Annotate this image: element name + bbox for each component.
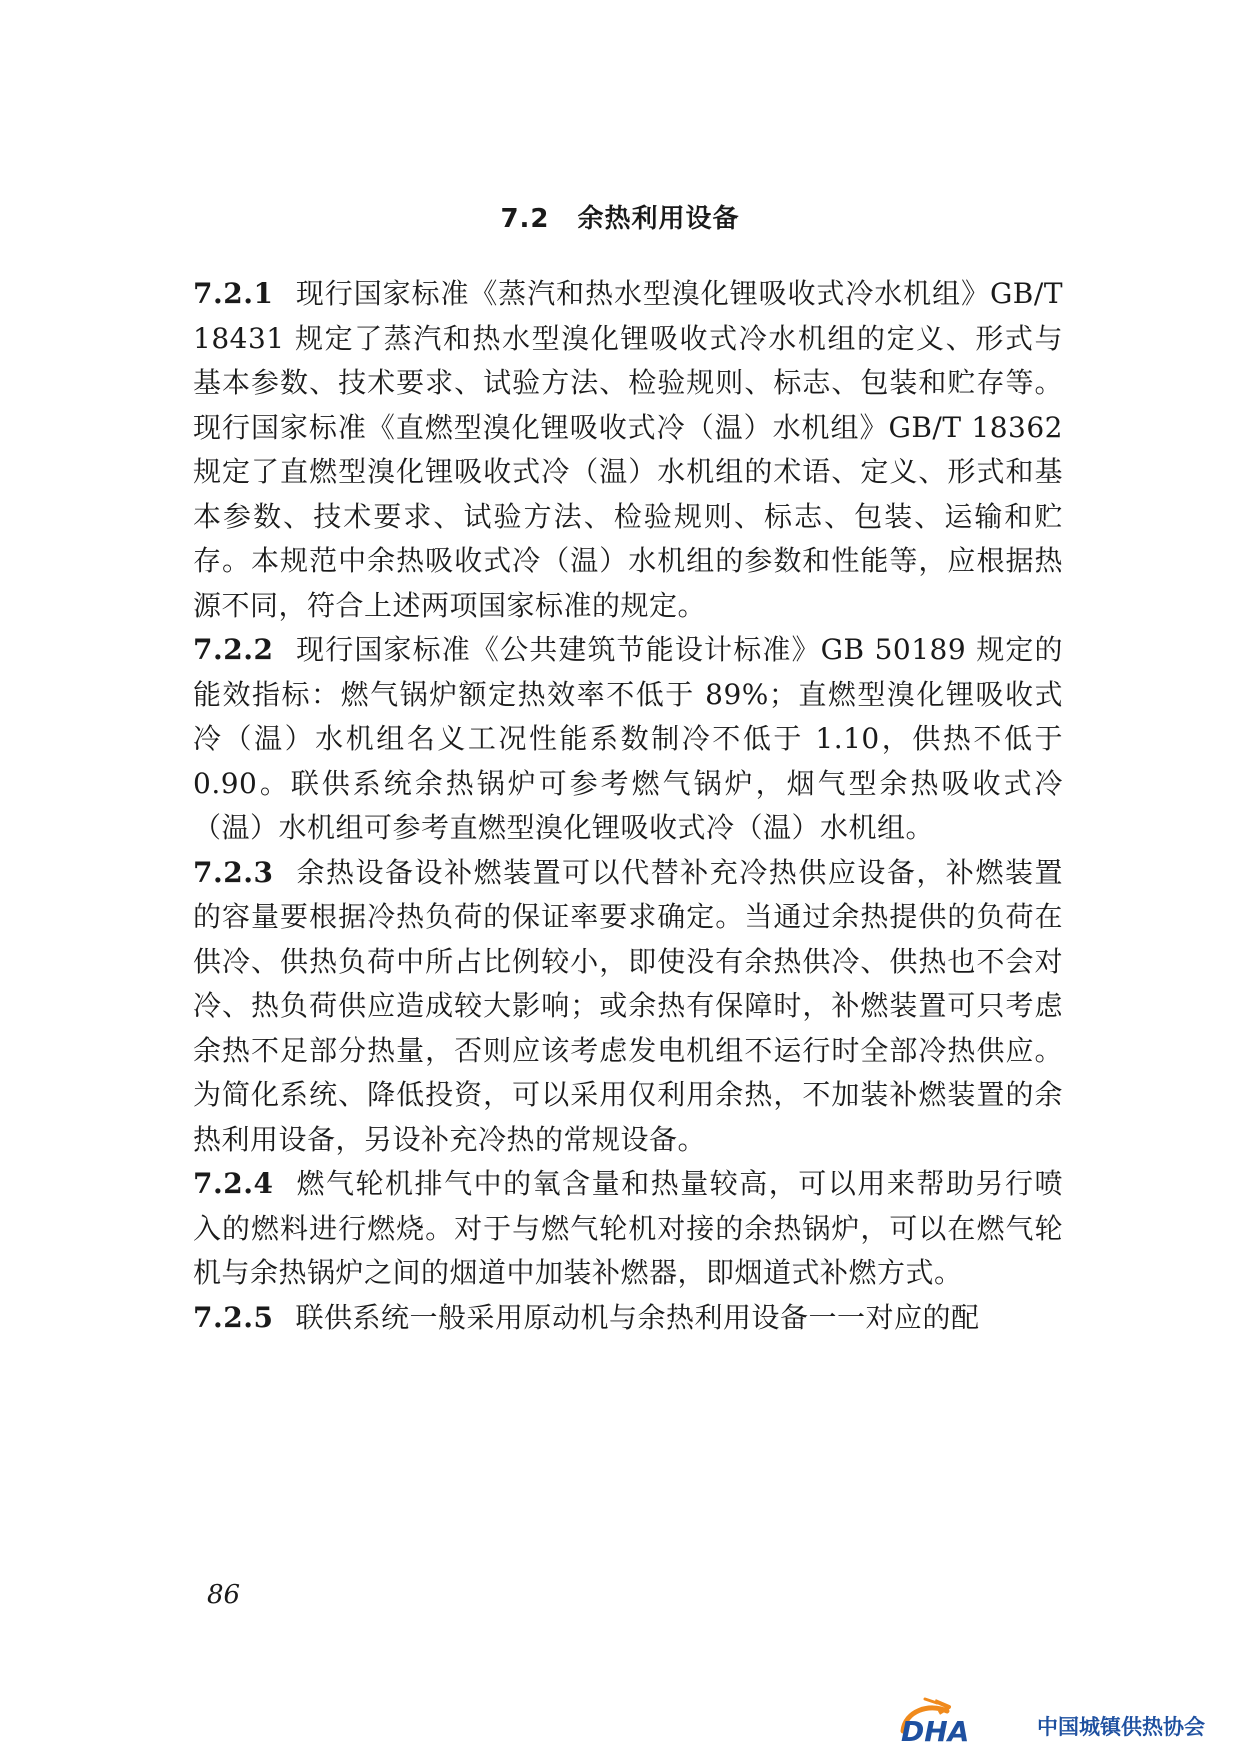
logo-mark: DHA xyxy=(901,1715,970,1745)
clause-number: 7.2.5 xyxy=(193,1300,274,1334)
dha-logo-icon xyxy=(895,1697,1035,1745)
section-number: 7.2 xyxy=(500,204,550,234)
clause-7-2-2 xyxy=(193,628,1063,851)
clause-number: 7.2.2 xyxy=(193,633,274,666)
clause-number: 7.2.3 xyxy=(193,855,274,889)
clause-7-2-1 xyxy=(193,272,1063,628)
clause-number: 7.2.1 xyxy=(193,277,274,310)
clause-number: 7.2.4 xyxy=(193,1167,274,1200)
clause-text: 余热设备设补燃装置可以代替补充冷热供应设备，补燃装置的容量要根据冷热负荷的保证率要求确定。当通过余热提供的负荷在供冷、供热负荷中所占比例较小，即使没有余热供冷、供热也不会对冷、热负荷供应造成较大影响；或余热有保障时，补燃装置可只考虑余热不足部分热量，否则应该考虑发电机组不运行时全部冷热供应。为简化系统、降低投资，可以采用仅利用余热，不加装补燃装置的余热利用设备，另设补充冷热的常规设备。 xyxy=(193,855,1063,1156)
page-number: 86 xyxy=(207,1580,241,1610)
body-text xyxy=(193,272,1063,1340)
clause-text: 现行国家标准《蒸汽和热水型溴化锂吸收式冷水机组》GB/T 18431 规定了蒸汽和热水型溴化锂吸收式冷水机组的定义、形式与基本参数、技术要求、试验方法、检验规则、标志、包装和贮存等。现行国家标准《直燃型溴化锂吸收式冷（温）水机组》GB/T 18362 规定了直燃型溴化锂吸收式冷（温）水机组的术语、定义、形式和基本参数、技术要求、试验方法、检验规则、标志、包装、运输和贮存。本规范中余热吸收式冷（温）水机组的参数和性能等，应根据热源不同，符合上述两项国家标准的规定。 xyxy=(193,277,1063,622)
org-name: 中国城镇供热协会 xyxy=(1037,1715,1205,1739)
section-heading xyxy=(0,198,1240,235)
clause-text: 现行国家标准《公共建筑节能设计标准》GB 50189 规定的能效指标：燃气锅炉额定热效率不低于 89%；直燃型溴化锂吸收式冷（温）水机组名义工况性能系数制冷不低于 1.10，供热不低于 0.90。联供系统余热锅炉可参考燃气锅炉，烟气型余热吸收式冷（温）水机组可参考直燃型溴化锂吸收式冷（温）水机组。 xyxy=(193,633,1063,844)
clause-7-2-4 xyxy=(193,1162,1063,1296)
clause-7-2-3 xyxy=(193,851,1063,1163)
footer-logo xyxy=(895,1697,1215,1745)
clause-text: 燃气轮机排气中的氧含量和热量较高，可以用来帮助另行喷入的燃料进行燃烧。对于与燃气轮机对接的余热锅炉，可以在燃气轮机与余热锅炉之间的烟道中加装补燃器，即烟道式补燃方式。 xyxy=(193,1167,1063,1289)
section-title: 余热利用设备 xyxy=(577,204,740,234)
clause-text: 联供系统一般采用原动机与余热利用设备一一对应的配 xyxy=(295,1300,980,1334)
clause-7-2-5 xyxy=(193,1296,1063,1341)
